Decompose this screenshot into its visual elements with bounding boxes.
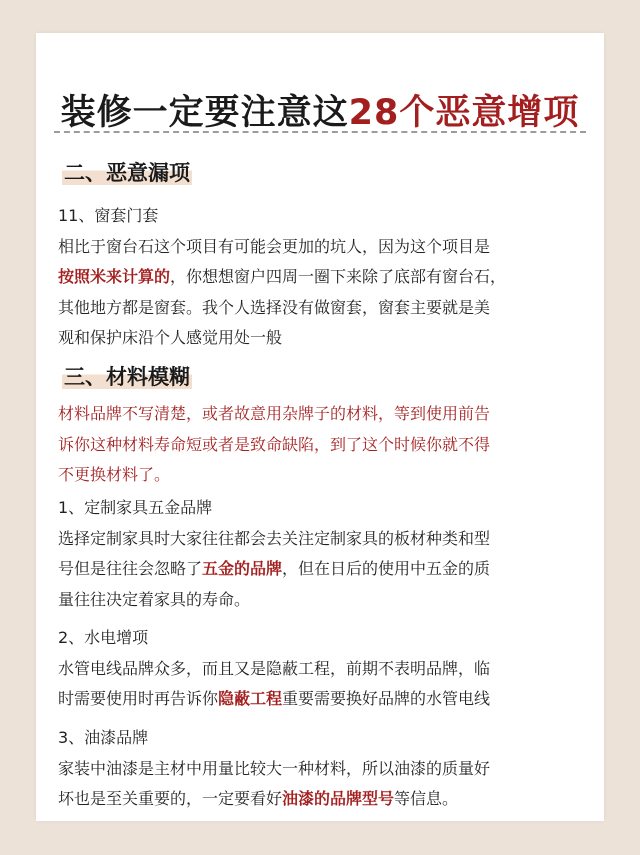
section-heading-text: 三、材料模糊: [64, 365, 190, 389]
text-segment: 等信息。: [394, 789, 459, 808]
text-segment: ，但在日后的使用中五金的质: [282, 559, 491, 578]
paragraph-line: [58, 684, 586, 715]
paragraph-line: 相比于窗台石这个项目有可能会更加的坑人，因为这个项目是: [58, 236, 491, 256]
highlight-text: 五金的品牌: [202, 559, 283, 578]
title-accent: 28个恶意增项: [348, 93, 580, 133]
text-segment: 时需要使用时再告诉你: [58, 689, 219, 708]
text-segment: 坏也是至关重要的，一定要看好: [58, 789, 283, 808]
paragraph-line: 家装中油漆是主材中用量比较大一种材料，所以油漆的质量好: [58, 758, 491, 778]
paragraph-line: [58, 784, 586, 815]
text-segment: ，你想想窗户四周一圈下来除了底部有窗台石，: [170, 267, 507, 286]
item-title: 1、定制家具五金品牌: [58, 498, 213, 517]
section-heading-omissions: [58, 155, 198, 189]
article-card: [36, 33, 604, 821]
paragraph-line: 材料品牌不写清楚，或者故意用杂牌子的材料，等到使用前告: [58, 404, 491, 423]
paragraph-line: [58, 262, 586, 293]
text-segment: 号但是往往会忽略了: [58, 559, 203, 578]
item-11-block: [58, 201, 586, 354]
paragraph-line: 水管电线品牌众多，而且又是隐蔽工程，前期不表明品牌，临: [58, 658, 491, 678]
item-2-block: [58, 623, 586, 715]
paragraph-line: 观和保护床沿个人感觉用处一般: [58, 328, 283, 347]
text-segment: 重要需要换好品牌的水管电线: [282, 689, 491, 708]
paragraph-line: 诉你这种材料寿命短或者是致命缺陷，到了这个时候你就不得: [58, 434, 491, 454]
title-main: 装修一定要注意这: [60, 93, 349, 133]
materials-intro: [58, 399, 586, 491]
paragraph-line: 选择定制家具时大家往往都会去关注定制家具的板材种类和型: [58, 528, 491, 548]
item-title: 11、窗套门套: [58, 206, 159, 225]
highlight-text: 油漆的品牌型号: [282, 789, 395, 808]
item-1-block: [58, 493, 586, 615]
paragraph-line: 量往往决定着家具的寿命。: [58, 589, 251, 609]
item-title: 3、油漆品牌: [58, 728, 149, 747]
highlight-text: 按照米来计算的: [58, 267, 171, 286]
highlight-text: 隐蔽工程: [218, 689, 283, 708]
paragraph-line: 不更换材料了。: [58, 465, 171, 484]
section-heading-text: 二、恶意漏项: [64, 161, 190, 185]
paragraph-line: [58, 554, 586, 585]
dashed-divider: [54, 131, 586, 133]
section-heading-materials: [58, 359, 198, 393]
item-3-block: [58, 723, 586, 815]
page-title: [36, 85, 604, 135]
item-title: 2、水电增项: [58, 628, 149, 647]
paragraph-line: 其他地方都是窗套。我个人选择没有做窗套，窗套主要就是美: [58, 297, 491, 317]
